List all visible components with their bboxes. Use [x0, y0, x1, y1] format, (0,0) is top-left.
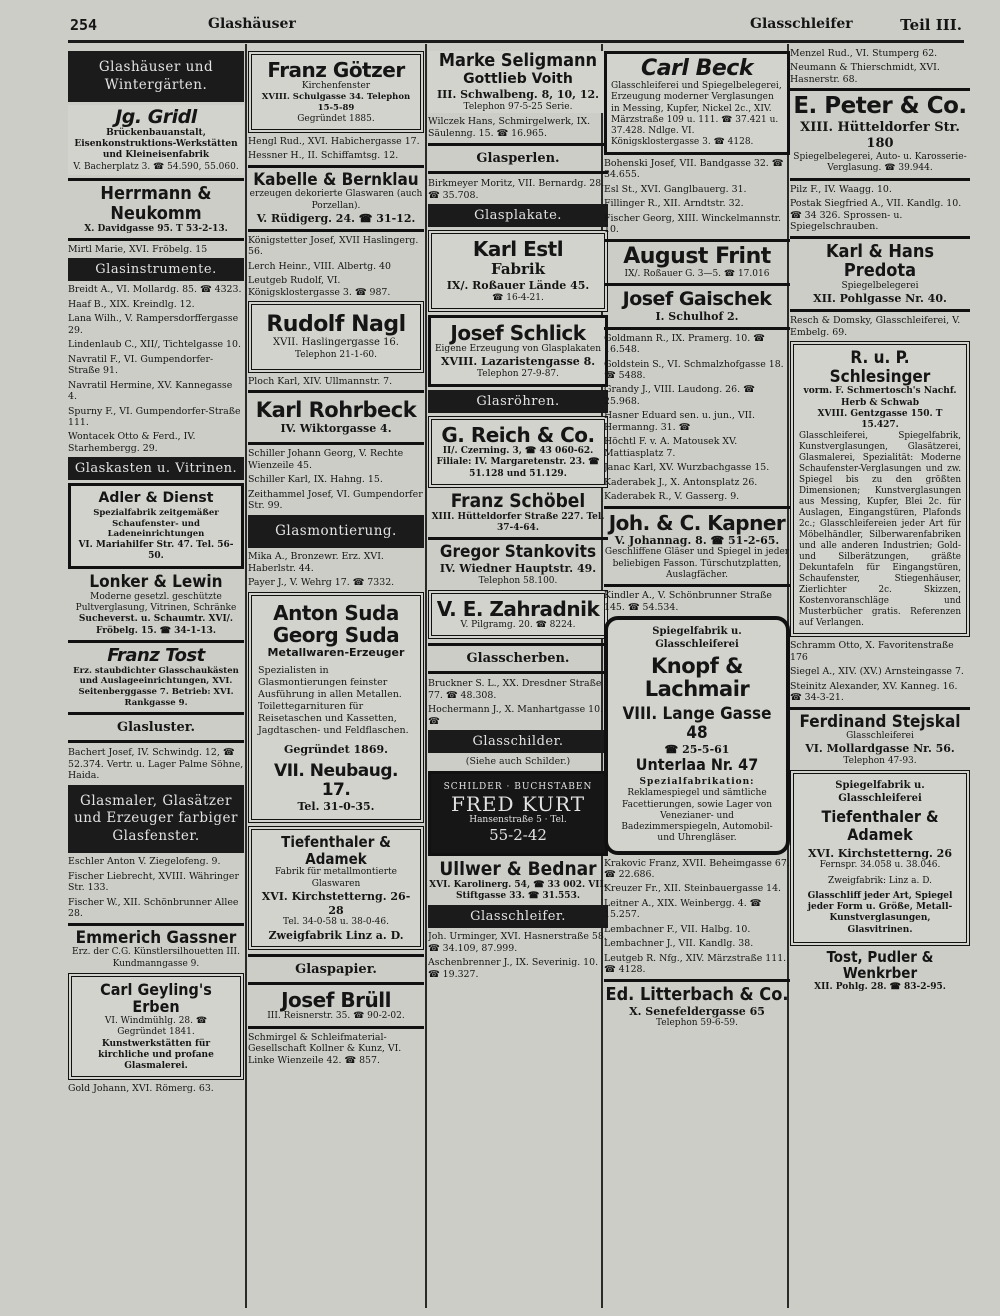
- ad-rohrbeck: [248, 399, 424, 436]
- section-heading: Glasröhren.: [428, 390, 608, 413]
- ad-subtitle: Spiegelbelegerei: [841, 281, 919, 292]
- list-entry: Wontacek Otto & Ferd., IV. Starhembergg. 29.: [68, 431, 196, 454]
- ad-stankovits: [428, 543, 608, 587]
- list-entry: Steinitz Alexander, XV. Kanneg. 16. ☎ 34-3-21.: [790, 680, 958, 704]
- ad-address: VII. Neubaug. 17.: [274, 761, 398, 800]
- section-heading: Glasmaler, Glasätzer und Erzeuger farbiger Glasfenster.: [68, 785, 244, 854]
- list-entry: Leutgeb R. Nfg., XIV. Märzstraße 111. ☎ 4128.: [604, 952, 787, 976]
- ad-address: IX/. Roßauer Lände 45.: [446, 278, 590, 292]
- rule: [248, 390, 424, 393]
- list-entry: Lerch Heinr., VIII. Albertg. 40: [248, 260, 391, 272]
- advertiser-name: August Frint: [623, 243, 771, 269]
- ad-address: III. Reisnerstr. 35. ☎ 90-2-02.: [267, 1011, 405, 1022]
- ad-adler-dienst: [68, 483, 244, 569]
- list-entry: Zeithammel Josef, VI. Gumpendorfer Str. 99.: [248, 488, 423, 512]
- list-entry: Leitner A., XIX. Weinbergg. 4. ☎ 15.257.: [604, 897, 762, 921]
- ad-address: XVII. Haslingergasse 16.: [273, 337, 399, 349]
- ad-address: Sucheverst. u. Schaumtr. XVI/. Fröbelg. 15. ☎ 34-1-13.: [78, 614, 234, 636]
- left-running-head: Glashäuser: [208, 16, 296, 32]
- list-entry: Birkmeyer Moritz, VII. Bernardg. 28. ☎ 35.708.: [428, 178, 605, 201]
- list-entry: Schmirgel & Schleifmaterial-Gesellschaft Kollner & Kunz, VI. Linke Wienzeile 42. ☎ 857.: [248, 1031, 402, 1066]
- ad-owner: Gottlieb Voith: [463, 70, 573, 87]
- list-entry: Janac Karl, XV. Wurzbachgasse 15.: [604, 462, 770, 474]
- ad-estl: [428, 230, 608, 312]
- advertiser-name: Josef Gaischek: [622, 287, 772, 310]
- ad-fred-kurt: [428, 771, 608, 856]
- ad-address: IX/. Roßauer G. 3—5. ☎ 17.016: [624, 268, 770, 279]
- ad-address: XII. Pohlgasse Nr. 40.: [813, 292, 947, 306]
- ad-address: V. Johannag. 8. ☎ 51-2-65.: [614, 533, 780, 547]
- list-entry: Payer J., V. Wehrg 17. ☎ 7332.: [248, 577, 395, 589]
- list-entry: Neumann & Thierschmidt, XVI. Hasnerstr. 68.: [790, 62, 940, 85]
- advertiser-name: Karl Rohrbeck: [255, 398, 417, 423]
- ad-description: Spezialisten in Glasmontierungen feinster Ausführung in allen Metallen. Toilettegarnituren für Reisetaschen und Kassetten, Jagdtaschen- und Feldflaschen.: [258, 665, 409, 736]
- ad-schlesinger: [790, 341, 970, 637]
- list-entry: Mirtl Marie, XVI. Fröbelg. 15: [68, 243, 208, 255]
- ad-branch: Unterlaa Nr. 47: [635, 755, 759, 775]
- ad-branch: Zweigfabrik Linz a. D.: [268, 928, 404, 942]
- section-heading: Glaskasten u. Vitrinen.: [68, 457, 244, 480]
- advertiser-name: Gregor Stankovits: [439, 542, 597, 563]
- rule: [248, 165, 424, 168]
- advertiser-name: G. Reich & Co.: [441, 423, 595, 448]
- list-entry: Hengl Rud., XVI. Habichergasse 17.: [248, 135, 420, 147]
- list-entry: Goldmann R., IX. Pramerg. 10. ☎ 16.548.: [604, 332, 765, 356]
- column-2: [248, 48, 424, 1306]
- advertiser-name: Josef Brüll: [281, 988, 391, 1013]
- list-entry: Fischer Georg, XIII. Winckelmannstr. 10.: [604, 212, 782, 236]
- list-entry: Lembachner F., VII. Halbg. 10.: [604, 923, 751, 935]
- list-entry: Lana Wilh., V. Rampersdorffergasse 29.: [68, 313, 239, 336]
- advertiser-name: Adler & Dienst: [98, 490, 214, 507]
- ad-telephone: Telephon 58.100.: [478, 575, 558, 586]
- rule: [248, 1026, 424, 1029]
- section-heading: Glasperlen.: [428, 143, 608, 174]
- rule: [604, 327, 790, 330]
- advertiser-name: Karl Estl: [472, 237, 564, 262]
- list-entry: Navratil F., VI. Gumpendorfer-Straße 91.: [68, 353, 214, 377]
- rule: [68, 178, 244, 181]
- ad-address: X. Senefeldergasse 65: [629, 1004, 765, 1018]
- ad-beck: [604, 51, 790, 155]
- list-entry: Kaderabek R., V. Gasserg. 9.: [604, 491, 740, 503]
- ad-telephone: ☎ 25-5-61: [664, 742, 730, 756]
- section-heading: Glaspapier.: [248, 954, 424, 985]
- list-entry: Bohenski Josef, VII. Bandgasse 32. ☎ 34.655.: [604, 157, 784, 181]
- ad-address: V. Bacherplatz 3. ☎ 54.590, 55.060.: [73, 161, 239, 172]
- ad-subtitle: Glasschleiferei: [846, 731, 914, 742]
- advertiser-name: Jg. Gridl: [115, 106, 197, 129]
- advertiser-name: Carl Geyling's Erben: [100, 979, 212, 1017]
- ad-address: VI. Mollardgasse Nr. 56.: [805, 742, 955, 756]
- ad-lonker: [68, 573, 244, 637]
- ad-address: XVIII. Lazaristengasse 8.: [440, 355, 596, 369]
- ad-address: XVI. Kirchstetterng. 26: [808, 846, 952, 860]
- rule: [604, 584, 790, 587]
- ad-address: XVI. Kirchstetterng. 26-28: [261, 889, 411, 917]
- advertiser-name: FRED KURT: [450, 791, 586, 816]
- list-entry: Postak Siegfried A., VII. Kandlg. 10. ☎ 34 326. Sprossen- u. Spiegelschrauben.: [790, 198, 962, 233]
- list-entry: Menzel Rud., VI. Stumperg 62.: [790, 48, 938, 59]
- list-entry: Fischer Liebrecht, XVIII. Währinger Str. 133.: [68, 870, 239, 894]
- advertiser-name: Ed. Litterbach & Co.: [605, 983, 789, 1005]
- rule: [428, 537, 608, 540]
- advertiser-name: Georg Suda: [272, 622, 400, 647]
- list-entry: Mika A., Bronzewr. Erz. XVI. Haberlstr. 44.: [248, 551, 384, 574]
- list-entry: Goldstein S., VI. Schmalzhofgasse 18. ☎ 5488.: [604, 358, 784, 381]
- section-heading: Glasplakate.: [428, 204, 608, 227]
- advertiser-name: Tost, Pudler & Wenkrber: [826, 947, 934, 983]
- ad-description: Fabrik für metallmontierte Glaswaren: [275, 867, 397, 889]
- rule: [790, 88, 970, 91]
- ad-founded: Gegründet 1869.: [284, 742, 388, 756]
- list-entry: Wilczek Hans, Schmirgelwerk, IX. Säulenng. 15. ☎ 16.965.: [428, 116, 591, 139]
- ad-address: IV. Wiktorgasse 4.: [280, 422, 392, 436]
- advertiser-name: Tiefenthaler & Adamek: [821, 807, 939, 845]
- ad-address: III. Schwalbeng. 8, 10, 12.: [437, 88, 599, 102]
- rule: [790, 178, 970, 181]
- list-entry: Bruckner S. L., XX. Dresdner Straße 77. ☎ 48.308.: [428, 678, 602, 701]
- advertiser-name: Ferdinand Stejskal: [799, 711, 961, 732]
- list-entry: Esl St., XVI. Ganglbauerg. 31.: [604, 183, 747, 195]
- list-entry: Joh. Urminger, XVI. Hasnerstraße 58. ☎ 34.109, 87.999.: [428, 931, 607, 954]
- list-entry: Schiller Johann Georg, V. Rechte Wienzeile 45.: [248, 448, 404, 471]
- rule: [68, 923, 244, 926]
- advertiser-name: Joh. & C. Kapner: [608, 510, 786, 535]
- list-entry: Leutgeb Rudolf, VI. Königsklostergasse 3. ☎ 987.: [248, 275, 391, 298]
- ad-description: Eigene Erzeugung von Glasplakaten: [434, 343, 601, 354]
- ad-geyling: [68, 973, 244, 1080]
- ad-telephone: Telephon 21-1-60.: [294, 349, 378, 360]
- ad-address: Hansenstraße 5 · Tel.: [469, 814, 567, 825]
- ad-founded: Gegründet 1841.: [117, 1027, 195, 1038]
- list-entry: Siegel A., XIV. (XV.) Arnsteingasse 7.: [790, 666, 964, 678]
- ad-founded: Gegründet 1885.: [297, 113, 375, 124]
- ad-peter: [790, 94, 970, 174]
- ad-suda: [248, 592, 424, 824]
- advertiser-name: Herrmann & Neukomm: [100, 182, 212, 224]
- advertiser-name: Franz Schöbel: [450, 489, 586, 512]
- ad-nagl: [248, 301, 424, 373]
- rule: [604, 979, 790, 982]
- ad-seligmann: [428, 51, 608, 113]
- ad-address: XIII. Hütteldorfer Str. 180: [800, 119, 960, 151]
- ad-telephone: Telephon 47-93.: [843, 756, 917, 767]
- ad-address: X. Davidgasse 95. T 53-2-13.: [84, 223, 228, 234]
- section-heading: Glasmontierung.: [248, 515, 424, 549]
- ad-address: II/. Czerning. 3, ☎ 43 060-62. Filiale: IV. Margaretenstr. 23. ☎ 51.128 und 51.129.: [436, 446, 600, 479]
- rule: [790, 707, 970, 710]
- right-running-head: Glasschleifer: [750, 16, 853, 32]
- list-entry: Eschler Anton V. Ziegelofeng. 9.: [68, 856, 221, 868]
- ad-subtitle: Spiegelfabrik u. Glasschleiferei: [835, 780, 925, 804]
- list-entry: Lindenlaub C., XII/, Tichtelgasse 10.: [68, 339, 241, 351]
- ad-address: V. Pilgramg. 20. ☎ 8224.: [460, 620, 576, 630]
- ad-telephone: Tel. 31-0-35.: [297, 799, 375, 813]
- ad-gridl: [68, 105, 244, 175]
- ad-description: Erz. staubdichter Glasschaukästen und Auslageeinrichtungen, XVI. Seitenberggasse 7. Betrieb: XVI. Rankgasse 9.: [73, 665, 239, 708]
- ad-subtitle: vorm. F. Schmertosch's Nachf. Herb & Schwab: [803, 386, 957, 408]
- rule: [68, 640, 244, 643]
- ad-specialty-label: Spezialfabrikation:: [639, 777, 755, 788]
- ad-description: Glasschleiferei und Spiegelbelegerei, Erzeugung moderner Verglasungen in Messing, Kupfer, Nickel 2c., XIV. Märzstraße 109 u. 111. ☎ 37.421 u. 37.428. Ndlge. VI. Königsklostergasse 3. ☎ 4128.: [611, 81, 782, 148]
- list-entry: Ploch Karl, XIV. Ullmannstr. 7.: [248, 375, 393, 387]
- advertiser-name: Franz Tost: [107, 644, 205, 666]
- advertiser-name: Rudolf Nagl: [266, 311, 406, 337]
- list-entry: Grandy J., VIII. Laudong. 26. ☎ 25.968.: [604, 384, 755, 407]
- advertiser-name: Carl Beck: [641, 56, 753, 81]
- list-entry: Hasner Eduard sen. u. jun., VII. Hermanng. 31. ☎: [604, 410, 755, 433]
- ad-telephone: Tel. 34-0-58 u. 38-0-46.: [283, 917, 389, 928]
- ad-subtitle: Kirchenfenster: [301, 81, 371, 91]
- ad-schlick: [428, 315, 608, 387]
- section-heading: Glasluster.: [68, 712, 244, 743]
- ad-address: VIII. Lange Gasse 48: [622, 704, 772, 743]
- list-entry: Krakovic Franz, XVII. Beheimgasse 67. ☎ 22.686.: [604, 857, 790, 880]
- ad-subtitle: Metallwaren-Erzeuger: [267, 645, 405, 659]
- advertiser-name: Emmerich Gassner: [75, 927, 237, 948]
- advertiser-name: Tiefenthaler & Adamek: [281, 833, 391, 868]
- list-entry: Höchtl F. v. A. Matousek XV. Mattiasplatz 7.: [604, 436, 738, 459]
- page-number: 254: [70, 16, 98, 34]
- section-heading: Glasschilder.: [428, 730, 608, 753]
- rule: [604, 283, 790, 286]
- list-entry: Schramm Otto, X. Favoritenstraße 176: [790, 640, 954, 663]
- list-entry: Kreuzer Fr., XII. Steinbauergasse 14.: [604, 883, 782, 895]
- column-5: [790, 48, 970, 1306]
- ad-address: VI. Windmühlg. 28. ☎: [104, 1016, 208, 1027]
- ad-gaischek: [604, 289, 790, 324]
- rule: [790, 236, 970, 239]
- list-entry: Hessner H., II. Schiffamtsg. 12.: [248, 150, 399, 162]
- ad-description: Moderne gesetzl. geschützte Pultverglasung, Vitrinen, Schränke: [75, 591, 237, 614]
- ad-description: Kunstwerkstätten für kirchliche und profane Glasmalerei.: [98, 1038, 214, 1072]
- list-entry: Navratil Hermine, XV. Kannegasse 4.: [68, 379, 233, 403]
- ad-tiefenthaler-2: [790, 770, 970, 945]
- list-entry: Lembachner J., VII. Kandlg. 38.: [604, 938, 754, 950]
- ad-description: Spezialfabrik zeitgemäßer Schaufenster- und Ladeneinrichtungen: [93, 507, 219, 540]
- ad-description: Geschliffene Gläser und Spiegel in jeder beliebigen Fasson. Türschutzplatten, Auslagfächer.: [604, 547, 790, 580]
- list-entry: Kindler A., V. Schönbrunner Straße 145. ☎ 54.534.: [604, 590, 772, 613]
- ad-description: Spiegelbelegerei, Auto- u. Karosserie-Verglasung. ☎ 39.944.: [793, 152, 967, 174]
- rule: [604, 506, 790, 509]
- advertiser-name: Kabelle & Bernklau: [253, 169, 419, 190]
- ad-telephone: 55-2-42: [489, 826, 547, 845]
- advertiser-name: Marke Seligmann: [438, 50, 598, 71]
- ad-subtitle: SCHILDER · BUCHSTABEN: [443, 781, 593, 792]
- ad-description: Brückenbauanstalt, Eisenkonstruktions-Werkstätten und Kleineisenfabrik: [74, 127, 238, 161]
- ad-tost: [68, 646, 244, 708]
- rule: [604, 239, 790, 242]
- ad-schoebel: [428, 491, 608, 534]
- ad-gassner: [68, 929, 244, 970]
- list-entry: Resch & Domsky, Glasschleiferei, V. Embelg. 69.: [790, 315, 961, 338]
- advertiser-name: Franz Götzer: [267, 58, 405, 82]
- list-entry: Hochermann J., X. Manhartgasse 10. ☎: [428, 704, 604, 727]
- ad-telephone: ☎ 16-4-21.: [492, 292, 544, 303]
- ad-address: XVIII. Schulgasse 34. Telephon 15-5-89: [261, 92, 411, 113]
- list-entry: Spurny F., VI. Gumpendorfer-Straße 111.: [68, 405, 241, 428]
- ad-goetzer: [248, 51, 424, 133]
- ad-branch: Zweigfabrik: Linz a. D.: [827, 875, 932, 886]
- ad-telephone: Telephon 27-9-87.: [476, 368, 560, 379]
- part-label: Teil III.: [900, 16, 962, 34]
- section-heading: Glashäuser und Wintergärten.: [68, 51, 244, 102]
- list-entry: Kaderabek J., X. Antonsplatz 26.: [604, 476, 758, 488]
- ad-predota: [790, 242, 970, 307]
- advertiser-name: Lonker & Lewin: [89, 572, 223, 593]
- ad-address: VI. Mariahilfer Str. 47. Tel. 56-50.: [78, 539, 234, 562]
- rule: [68, 238, 244, 241]
- advertiser-name: R. u. P. Schlesinger: [829, 348, 931, 387]
- section-heading: Glasschleifer.: [428, 905, 608, 928]
- ad-stejskal: [790, 713, 970, 768]
- section-heading: Glasinstrumente.: [68, 258, 244, 281]
- rule: [248, 442, 424, 445]
- ad-address: XVI. Karolinerg. 54, ☎ 33 002. VII. Stiftgasse 33. ☎ 31.553.: [429, 879, 607, 901]
- ad-bruell: [248, 989, 424, 1022]
- ad-address: XIII. Hütteldorfer Straße 227. Tel. 37-4-64.: [431, 511, 605, 534]
- rule: [790, 309, 970, 312]
- list-entry: Fillinger R., XII. Arndtstr. 32.: [604, 198, 744, 210]
- list-entry: Breidt A., VI. Mollardg. 85. ☎ 4323.: [68, 284, 242, 296]
- ad-knopf-lachmair: [604, 616, 790, 854]
- advertiser-name: E. Peter & Co.: [793, 93, 967, 120]
- ad-description: erzeugen dekorierte Glaswaren (auch Porzellan).: [249, 189, 423, 211]
- column-3: [428, 48, 608, 1306]
- ad-address: XVIII. Gentzgasse 150. T 15.427.: [817, 408, 943, 431]
- column-1: [68, 48, 244, 1306]
- header-rule: [68, 40, 964, 43]
- advertiser-name: Knopf & Lachmair: [644, 654, 750, 702]
- ad-subtitle: Fabrik: [490, 260, 546, 279]
- ad-litterbach: [604, 985, 790, 1030]
- ad-kapner: [604, 512, 790, 582]
- ad-address: XII. Pohlg. 28. ☎ 83-2-95.: [814, 981, 946, 992]
- ad-address: I. Schulhof 2.: [655, 309, 739, 323]
- list-entry: Gold Johann, XVI. Römerg. 63.: [68, 1083, 214, 1095]
- section-heading: Glasscherben.: [428, 643, 608, 674]
- ad-description: Erz. der C.G. Künstlersilhouetten III. Kundmanngasse 9.: [72, 947, 240, 969]
- list-entry: Haaf B., XIX. Kreindlg. 12.: [68, 298, 195, 310]
- list-entry: Pilz F., IV. Waagg. 10.: [790, 183, 892, 195]
- ad-telephone: Fernspr. 34.058 u. 38.046.: [819, 860, 941, 871]
- ad-ullwer: [428, 859, 608, 902]
- list-entry: Bachert Josef, IV. Schwindg. 12, ☎ 52.374. Vertr. u. Lager Palme Söhne, Haida.: [68, 747, 244, 782]
- list-entry: Aschenbrenner J., IX. Severinig. 10. ☎ 19.327.: [428, 957, 599, 980]
- ad-description: Reklamespiegel und sämtliche Facettierungen, sowie Lager von Venezianer- und Badezimmerspiegeln, Automobil- und Uhrengläser.: [621, 788, 773, 844]
- ad-telephone: Telephon 59-6-59.: [655, 1018, 739, 1029]
- column-divider: [245, 44, 247, 1308]
- ad-reich: [428, 416, 608, 488]
- ad-zahradnik: [428, 590, 608, 639]
- ad-tost-pudler: [790, 949, 970, 993]
- ad-telephone: Telephon 97-5-25 Serie.: [463, 102, 573, 113]
- advertiser-name: V. E. Zahradnik: [436, 597, 600, 621]
- ad-tiefenthaler: [248, 826, 424, 950]
- advertiser-name: Josef Schlick: [450, 320, 586, 345]
- ad-herrmann: [68, 184, 244, 235]
- ad-address: IV. Wiedner Hauptstr. 49.: [439, 562, 597, 575]
- column-divider: [425, 44, 427, 1308]
- ad-description: Glasschleiferei, Spiegelfabrik, Kunstverglasungen, Glasätzerei, Glasmalerei, Spezialität: Moderne Schaufenster-Verglasungen und zw. Spiegel bis zu den größten Dimensionen; Kunstverglasungen aus Messing, Kupfer, Blei 2c. für Auslagen, Eingangstüren, Plafonds 2c.; Glasschleifereien jeder Art für Möbelhändler, Silberwarenfabriken und alle anderen Industrien; Gold- und Silberätzungen, gräßte Dekuntafeln für Eingangstüren, Schaufenster, Stiegenhäuser, Zierlichter 2c. Skizzen, Kostenvoranschläge und Musterbücher gratis. Referenzen auf Verlangen.: [799, 431, 961, 629]
- column-4: [604, 48, 790, 1306]
- list-entry: Fischer W., XII. Schönbrunner Allee 28.: [68, 896, 239, 920]
- list-entry: Schiller Karl, IX. Hahng. 15.: [248, 474, 383, 486]
- ad-address: V. Rüdigerg. 24. ☎ 31-12.: [256, 211, 416, 225]
- page-header: [70, 16, 962, 38]
- list-entry: Königstetter Josef, XVII Haslingerg. 56.: [248, 234, 419, 258]
- cross-reference: (Siehe auch Schilder.): [465, 756, 571, 768]
- ad-frint: [604, 245, 790, 280]
- advertiser-name: Karl & Hans Predota: [825, 240, 935, 282]
- advertiser-name: Anton Suda: [273, 600, 399, 625]
- advertiser-name: Ullwer & Bednar: [439, 857, 597, 880]
- rule: [248, 229, 424, 232]
- ad-kabelle: [248, 171, 424, 226]
- ad-description: Glasschliff jeder Art, Spiegel jeder Form u. Größe, Metall-Kunstverglasungen, Glasvitrinen.: [807, 890, 953, 935]
- ad-subtitle: Spiegelfabrik u. Glasschleiferei: [652, 626, 742, 650]
